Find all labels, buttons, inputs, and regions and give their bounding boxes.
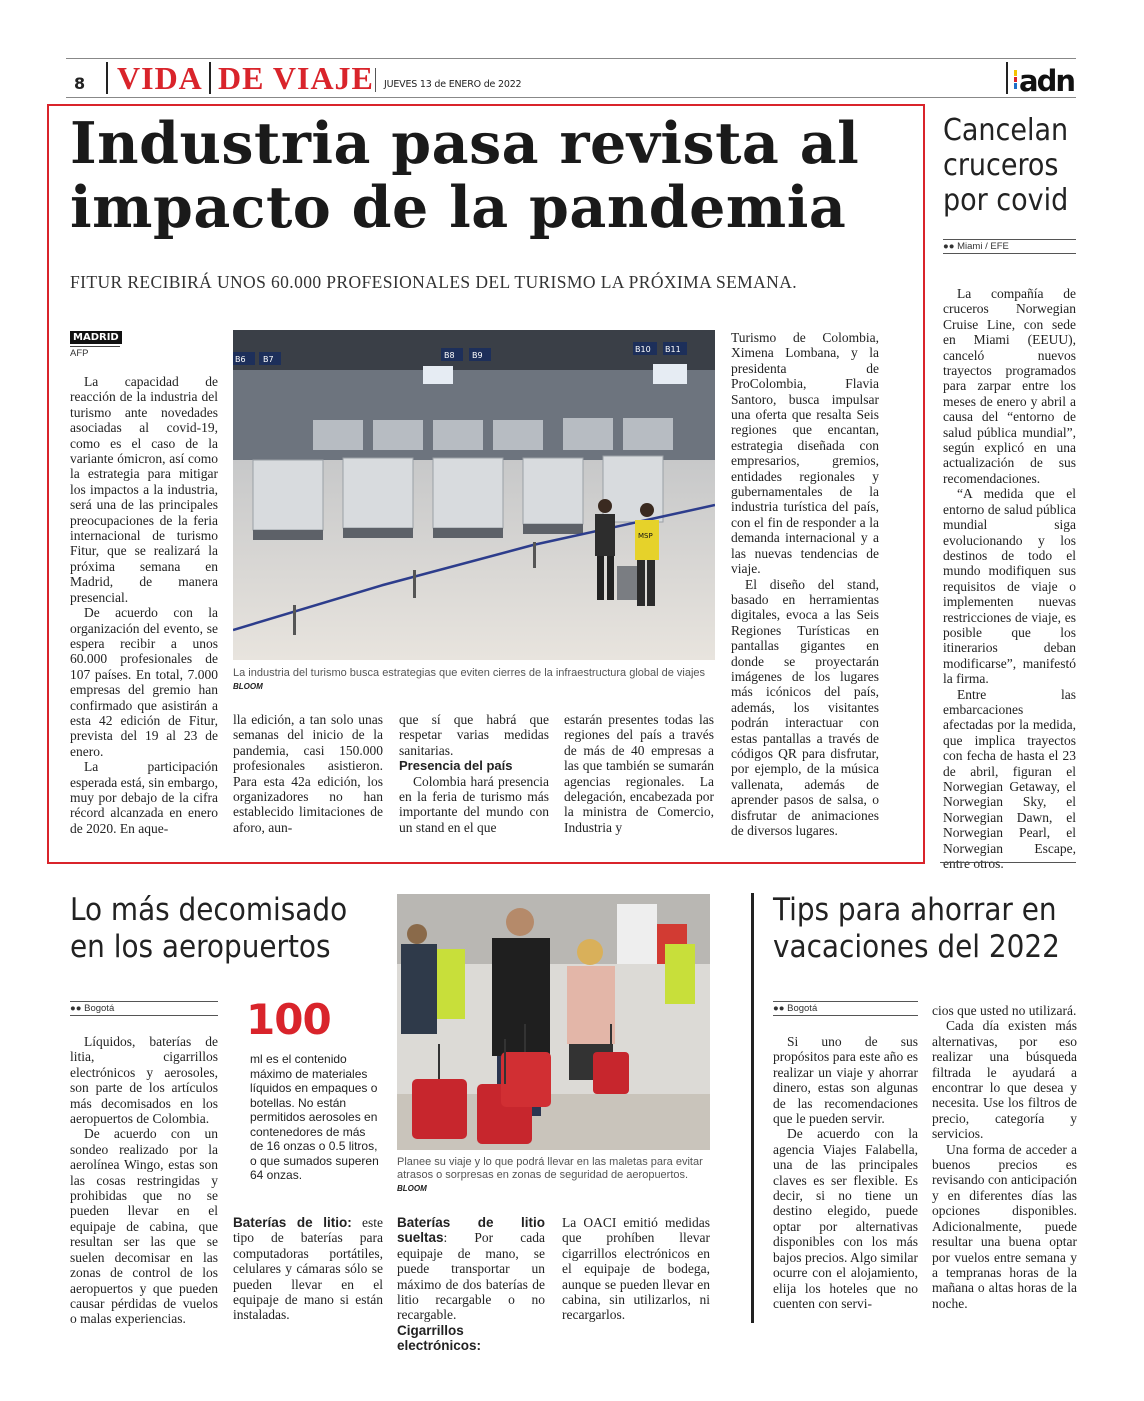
caption-text: Planee su viaje y lo que podrá llevar en las maletas para evitar atrasos o sorpresas en zonas de seguridad de aeropuertos. (397, 1156, 703, 1181)
sidebar-headline-line: Cancelan (943, 113, 1069, 148)
tips-col-2 (932, 1003, 1077, 1311)
paragraph: La capacidad de reacción de la industria del turismo ante novedades asociadas al covid-19, como es el caso de la variante ómicron, así como la estrategia para mitigar los impactos a la industria, será una de las principales preocupaciones de la feria internacional de turismo Fitur, que se realizará la próxima semana en Madrid, de manera presencial. (70, 374, 218, 605)
paragraph: que sí que habrá que respetar varias medidas sanitarias. (399, 712, 549, 758)
item-text: este tipo de baterías para computadoras portátiles, celulares y cámaras sólo se pueden llevar en el equipaje de mano si están instaladas. (233, 1215, 383, 1323)
paragraph: estarán presentes todas las regiones del país a través de más de 40 empresas a las que también se sumarán agencias regionales. La delegación, encabezada por la ministra de Comercio, Industria y (564, 712, 714, 835)
confiscated-col-4 (562, 1215, 710, 1323)
paragraph: Cada día existen más alternativas, por eso realizar una búsqueda filtrada le ayudará a encontrar lo que desea y necesita. Use los filtros de precio, categoría y servicios. (932, 1018, 1077, 1142)
main-col-3 (399, 712, 549, 835)
svg-text:B9: B9 (472, 351, 483, 360)
airport-photo (233, 330, 715, 660)
main-col-1 (70, 374, 218, 836)
sidebar-body (943, 286, 1076, 871)
header-divider (1006, 62, 1008, 94)
byline-dots-icon: ●● (70, 1003, 85, 1014)
confiscated-headline (70, 892, 390, 966)
sidebar-headline-line: cruceros (943, 148, 1059, 183)
paragraph: cios que usted no utilizará. (932, 1003, 1077, 1018)
main-headline-line2: impacto de la pandemia (70, 174, 847, 241)
paragraph: De acuerdo con la organización del evento, se espera recibir a unos 60.000 profesionales de 107 países. En total, 7.000 empresas del gremio han confirmado que asistirán a esta 42 edición de Fitur, prevista del 19 al 23 de enero. (70, 605, 218, 759)
sidebar-headline-line: por covid (943, 183, 1069, 218)
item-label: Cigarrillos electrónicos: (397, 1322, 482, 1354)
header-bottom-rule (66, 97, 1076, 98)
tips-headline-line2: vacaciones del 2022 (773, 929, 1060, 965)
item-label: Baterías de litio: (233, 1215, 352, 1230)
tips-headline (773, 892, 1093, 966)
sidebar-headline (943, 113, 1083, 218)
page-number: 8 (74, 74, 86, 93)
paragraph: “A medida que el entorno de salud pública mundial siga evolucionando y los destinos de todo el mundo modifiquen sus requisitos de viaje o implementen nuevas restricciones de viaje, es posible que los itinerarios deban modificarse”, manifestó la firma. (943, 486, 1076, 687)
header-divider (106, 62, 108, 94)
tips-byline (773, 1001, 918, 1016)
paragraph: Entre las embarcaciones afectadas por la medida, que implica trayectos con fecha de hasta el 23 de abril, figuran el Norwegian Getaway, el Norwegian Sky, el Norwegian Dawn, el Norwegian Pearl, el Norwegian Escape, entre otros. (943, 686, 1076, 872)
header-divider (209, 62, 211, 94)
main-headline (70, 112, 910, 240)
main-deck: FITUR RECIBIRÁ UNOS 60.000 PROFESIONALES DEL TURISMO LA PRÓXIMA SEMANA. (70, 272, 798, 292)
main-col-5 (731, 330, 879, 838)
confiscated-headline-line1: Lo más decomisado (70, 892, 348, 928)
paragraph: La participación esperada está, sin embargo, muy por debajo de la cifra récord alcanzada en enero de 2020. En aque- (70, 759, 218, 836)
sidebar-bottom-rule (940, 862, 1076, 863)
item-text: : Por cada equipaje de mano, se puede transportar un máximo de dos baterías de litio recargable o no recargable. (397, 1230, 545, 1323)
paragraph: Líquidos, baterías de litia, cigarrillos electrónicos y aerosoles, son parte de los artículos más decomisados en los aeropuertos de Colombia. (70, 1034, 218, 1127)
photo-credit: BLOOM (233, 682, 263, 691)
paragraph: El diseño del stand, basado en herramientas digitales, evoca a las Seis Regiones Turísticas en pantallas gigantes en donde se proyectarán imágenes de los lugares más icónicos del país, además, los visitantes podrán interactuar con estas pantallas a través de códigos QR para disfrutar, por ejemplo, de la música vallenata, además de aprender pasos de salsa, o disfrutar de animaciones de diversos lugares. (731, 576, 879, 838)
paragraph: De acuerdo con la agencia Viajes Falabella, una de las principales claves es ser flexible. Es decir, si no tiene un destino elegido, puede optar por alternativas disponibles con los más bajos precios. Algo similar ocurre con el alojamiento, elija los hoteles que no cuenten con servi- (773, 1126, 918, 1311)
tips-headline-line1: Tips para ahorrar en (773, 892, 1057, 928)
paragraph: Si uno de sus propósitos para este año es realizar un viaje y ahorrar dinero, estas son algunas de las recomendaciones que le pueden servir. (773, 1034, 918, 1127)
confiscated-col-3 (397, 1215, 545, 1354)
agency-byline: AFP (70, 346, 120, 359)
paragraph: lla edición, a tan solo unas semanas del inicio de la pandemia, casi 150.000 profesionales asistieron. Para esta 42a edición, los organizadores no han establecido limitaciones de aforo, aun- (233, 712, 383, 835)
caption-text: La industria del turismo busca estrategias que eviten cierres de la infraestructura global de viajes (233, 667, 706, 679)
main-col-4 (564, 712, 714, 835)
paragraph: La OACI emitió medidas que prohíben llevar cigarrillos electrónicos en el equipaje de bodega, aunque se pueden llevar en cabina, sin utilizarlos, ni recargarlos. (562, 1215, 710, 1323)
tips-divider (751, 893, 754, 1323)
main-col-2 (233, 712, 383, 835)
header-top-rule (66, 58, 1076, 59)
airport-check-in-image (233, 330, 715, 660)
confiscated-headline-line2: en los aeropuertos (70, 929, 331, 965)
paragraph (397, 1323, 545, 1354)
travelers-luggage-image (397, 894, 710, 1150)
paragraph (233, 1215, 383, 1323)
header-divider (375, 68, 376, 92)
byline-dots-icon: ●● (773, 1003, 788, 1014)
paragraph: Turismo de Colombia, Ximena Lombana, y la presidenta de ProColombia, Flavia Santoro, busca impulsar una oferta que resalta Seis regiones que encantan, estrategia diseñada con empresarios, gremios, entidades regionales y gubernamentales de la industria turística del país, con el fin de responder a la demanda internacional y a las nuevas tendencias de viaje. (731, 330, 879, 577)
section-title-sub: DE VIAJE (218, 60, 374, 96)
adn-logo (1014, 61, 1078, 95)
svg-text:B6: B6 (235, 355, 246, 364)
section-title-main: VIDA (117, 60, 203, 96)
paragraph (397, 1215, 545, 1323)
main-headline-line1: Industria pasa revista al (70, 110, 860, 177)
svg-text:B10: B10 (635, 345, 651, 354)
luggage-photo-caption (397, 1156, 710, 1195)
big-number: 100 (246, 995, 331, 1044)
page-header (66, 58, 1076, 98)
svg-text:B8: B8 (444, 351, 455, 360)
confiscated-byline (70, 1001, 218, 1016)
svg-text:B11: B11 (665, 345, 681, 354)
confiscated-col-2 (233, 1215, 383, 1323)
item-label: Baterías de litio sueltas (397, 1215, 545, 1246)
paragraph: La compañía de cruceros Norwegian Cruise Line, con sede en Miami (EEUU), canceló nuevos trayectos programados para zarpar entre los meses de enero y abril a causa del “entorno de salud pública mundial”, según explicó en una actualización de sus recomendaciones. (943, 286, 1076, 486)
luggage-photo (397, 894, 710, 1150)
byline-text: Bogotá (787, 1003, 818, 1014)
logo-mark-icon (1014, 61, 1078, 95)
byline-text: Bogotá (84, 1003, 115, 1014)
dateline: MADRID (70, 331, 122, 344)
sidebar-byline (943, 239, 1076, 254)
svg-text:MSP: MSP (638, 532, 653, 540)
byline-dots-icon: ●● (943, 241, 958, 252)
big-number-text: ml es el contenido máximo de materiales líquidos en empaques o botellas. No están permitidos aerosoles en contenedores de más de 16 onzas o 0.5 litros, o que sumados superen 64 onzas. (250, 1052, 379, 1182)
tips-col-1 (773, 1034, 918, 1311)
subheading: Presencia del país (399, 758, 513, 774)
main-photo-caption (233, 667, 715, 693)
svg-text:adn: adn (1019, 64, 1074, 95)
paragraph: Una forma de acceder a buenos precios es revisando con anticipación y en diferentes días las opciones disponibles. Adicionalmente, puede resultar una buena optar por vuelos entre semana y a tempranas horas de la mañana o altas horas de la noche. (932, 1141, 1077, 1311)
byline-text: Miami / EFE (957, 241, 1009, 252)
confiscated-col-1 (70, 1034, 218, 1327)
photo-credit: BLOOM (397, 1184, 427, 1193)
issue-date: JUEVES 13 de ENERO de 2022 (384, 79, 522, 90)
paragraph: De acuerdo con un sondeo realizado por la aerolínea Wingo, estas son las cosas restringidas y prohibidas que no se pueden llevar en el equipaje de cabina, que resultan ser las que se suelen decomisar en las zonas de control de los aeropuertos y que pueden causar pérdidas de vuelos o malas experiencias. (70, 1126, 218, 1327)
paragraph: Colombia hará presencia en la feria de turismo más importante del mundo con un stand en el que (399, 773, 549, 835)
svg-text:B7: B7 (263, 355, 274, 364)
